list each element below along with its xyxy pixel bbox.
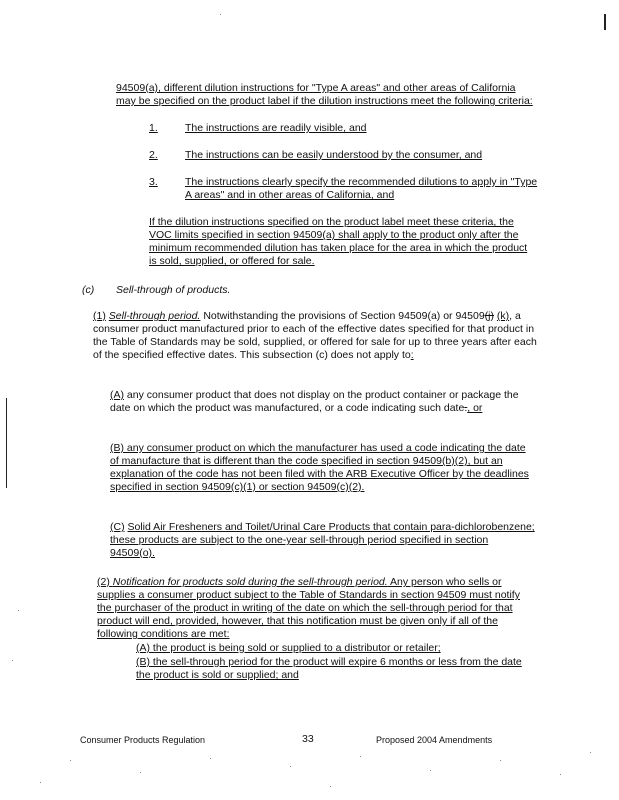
para-1-num: (1) xyxy=(93,310,106,322)
para-2-title: Notification for products sold during the sell-through period. xyxy=(112,576,388,588)
section-c-label: (c) xyxy=(82,284,95,296)
para-1-text-a: Notwithstanding the provisions of Section 94509(a) or 94509 xyxy=(203,310,485,322)
criteria-num-3: 3. xyxy=(149,176,158,188)
para-2 xyxy=(97,576,535,641)
para-1-title: Sell-through period. xyxy=(108,310,201,322)
criteria-text-3: The instructions clearly specify the recommended dilutions to apply in "Type A areas" and in other areas of California, and xyxy=(185,176,538,201)
para-2-num: (2) xyxy=(97,576,110,588)
sub-a-struck: . xyxy=(464,402,468,414)
criteria-conclusion: If the dilution instructions specified on the product label meet these criteria, the VOC limits specified in section 94509(a) shall apply to the product only after the minimum recommended dilution has taken place for the area in which the product is sold, supplied, or offered for sale. xyxy=(149,216,528,267)
footer-page-number: 33 xyxy=(302,733,314,745)
para-1-struck: (j) xyxy=(484,310,494,322)
sub-b-text: (B) any consumer product on which the manufacturer has used a code indicating the date of manufacture that is different than the code specified in section 94509(b)(2), but an explanation of the code has not been filed with the ARB Executive Officer by the deadlines specified in section 94509(c)(1) or section 94509(c)(2). xyxy=(110,442,529,493)
footer-left: Consumer Products Regulation xyxy=(80,735,206,745)
criteria-num-1: 1. xyxy=(149,122,158,134)
para-1-colon: : xyxy=(410,349,414,361)
para-1 xyxy=(93,310,538,362)
sub-b xyxy=(110,442,535,494)
sub-c-text: Solid Air Fresheners and Toilet/Urinal Care Products that contain para-dichlorobenzene; these products are subject to the one-year sell-through period specified in section 94509(o). xyxy=(110,521,535,559)
criteria-text-2: The instructions can be easily understood by the consumer, and xyxy=(185,149,483,161)
para-2-item-a: (A) the product is being sold or supplied to a distributor or retailer; xyxy=(136,642,441,654)
criteria-text-1: The instructions are readily visible, and xyxy=(185,122,367,134)
revision-bar xyxy=(6,398,7,488)
criteria-num-2: 2. xyxy=(149,149,158,161)
sub-a-label: (A) xyxy=(110,389,124,401)
intro-paragraph xyxy=(116,82,536,108)
footer-right: Proposed 2004 Amendments xyxy=(376,735,493,745)
para-1-text-b: , a consumer product manufactured prior to each of the effective dates specified for that product in the Table of Standards may be sold, supplied, or offered for sale for up to three years after each of the specified effective dates. This subsection (c) does not apply to xyxy=(93,310,537,361)
sub-c xyxy=(110,521,535,560)
sub-c-label: (C) xyxy=(110,521,125,533)
section-c-title: Sell-through of products. xyxy=(116,284,231,296)
sub-a-text: any consumer product that does not display on the product container or package the date on which the product was manufactured, or a code indicating such date xyxy=(110,389,519,414)
para-2-text: Any person who sells or supplies a consumer product subject to the Table of Standards in section 94509 must notify the purchaser of the product in writing of the date on which the sell-through period for that product will end, provided, however, that this notification must be given only if all of the following conditions are met: xyxy=(97,576,520,640)
sub-a-inserted: , or xyxy=(467,402,483,414)
top-right-mark xyxy=(604,14,606,30)
para-1-inserted: (k) xyxy=(496,310,510,322)
intro-text: 94509(a), different dilution instructions for "Type A areas" and other areas of California may be specified on the product label if the dilution instructions meet the following criteria: xyxy=(116,82,533,107)
para-2-item-b: (B) the sell-through period for the product will expire 6 months or less from the date the product is sold or supplied; and xyxy=(136,656,522,681)
sub-a xyxy=(110,389,535,415)
